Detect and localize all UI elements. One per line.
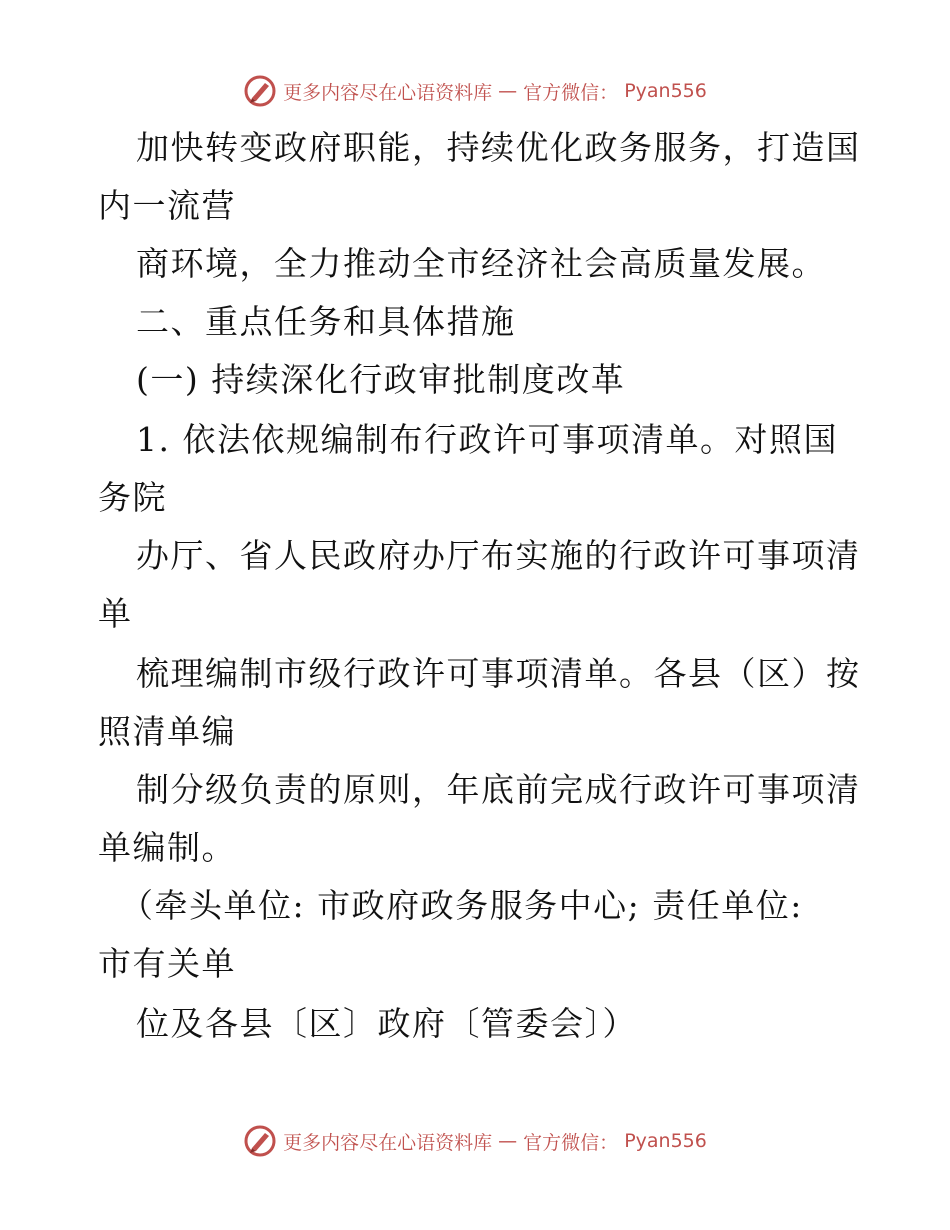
header-banner bbox=[0, 74, 950, 108]
text-line: 照清单编 bbox=[98, 712, 236, 751]
section-heading: 二、重点任务和具体措施 bbox=[136, 302, 516, 341]
text-line: 务院 bbox=[98, 478, 167, 517]
footer-banner bbox=[0, 1124, 950, 1158]
text-line: 1. 依法依规编制布行政许可事项清单。对照国 bbox=[136, 420, 838, 459]
text-line: 单编制。 bbox=[98, 828, 236, 867]
banner-dash: — bbox=[498, 1130, 518, 1152]
banner-wechat-id: Pyan556 bbox=[624, 80, 707, 102]
banner-wechat-label: 官方微信： bbox=[523, 81, 619, 104]
text-line: 制分级负责的原则，年底前完成行政许可事项清 bbox=[136, 770, 861, 809]
banner-wechat-id: Pyan556 bbox=[624, 1130, 707, 1152]
text-line: 单 bbox=[98, 594, 133, 633]
text-line: 市有关单 bbox=[98, 944, 236, 983]
text-line: 内一流营 bbox=[98, 186, 236, 225]
text-line: 办厅、省人民政府办厅布实施的行政许可事项清 bbox=[136, 536, 861, 575]
pen-logo-icon bbox=[243, 74, 277, 108]
banner-text: 更多内容尽在心语资料库 bbox=[283, 1131, 493, 1154]
banner-text: 更多内容尽在心语资料库 bbox=[283, 81, 493, 104]
text-line: （牵头单位: 市政府政务服务中心; 责任单位: bbox=[120, 886, 803, 925]
text-line: 加快转变政府职能，持续优化政务服务，打造国 bbox=[136, 128, 861, 167]
pen-logo-icon bbox=[243, 1124, 277, 1158]
text-line: 商环境，全力推动全市经济社会高质量发展。 bbox=[136, 244, 826, 283]
text-line: 位及各县〔区〕政府〔管委会〕） bbox=[136, 1004, 637, 1043]
banner-dash: — bbox=[498, 80, 518, 102]
subsection-heading: (一) 持续深化行政审批制度改革 bbox=[136, 360, 626, 399]
text-line: 梳理编制市级行政许可事项清单。各县（区）按 bbox=[136, 654, 861, 693]
banner-wechat-label: 官方微信： bbox=[523, 1131, 619, 1154]
